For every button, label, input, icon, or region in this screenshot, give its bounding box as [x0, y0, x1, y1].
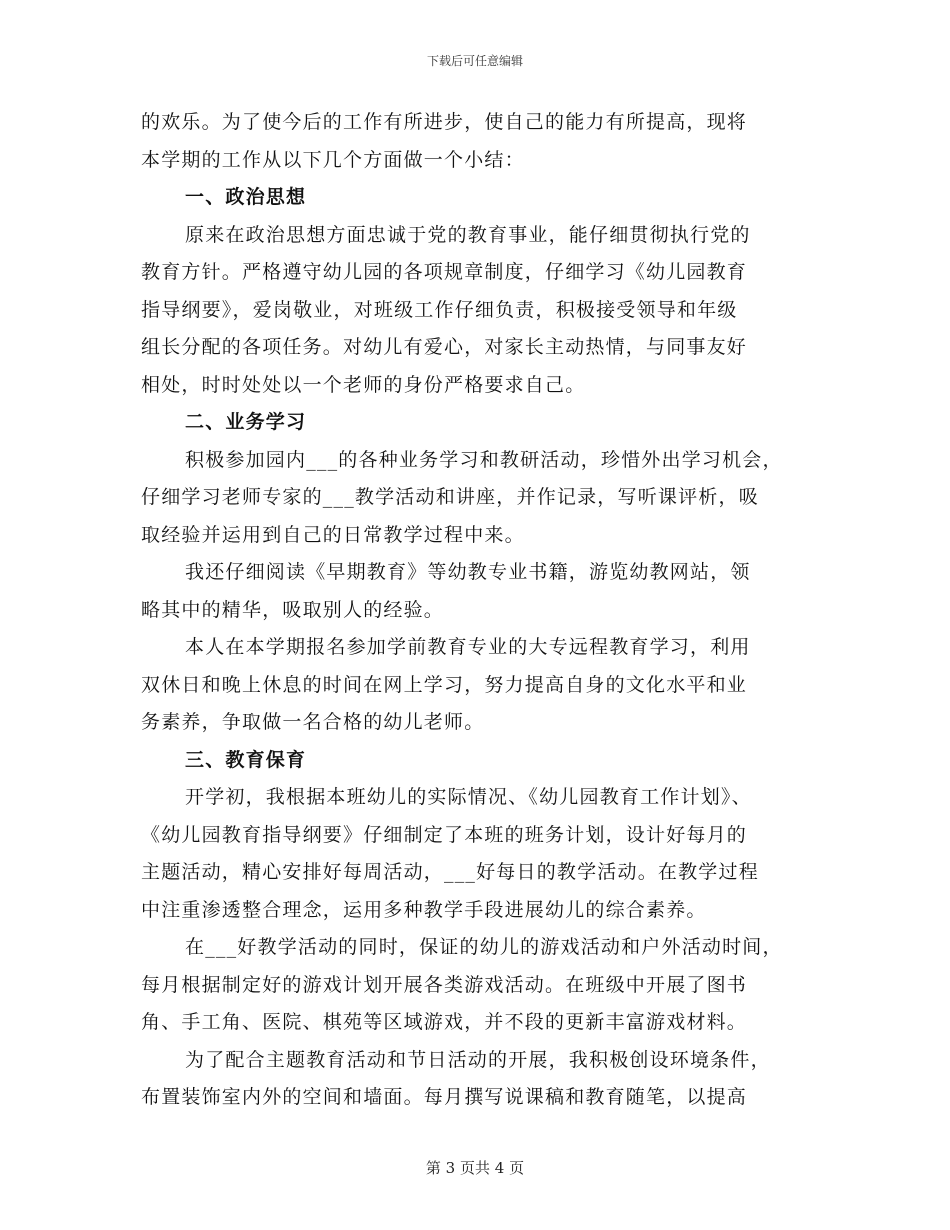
- paragraph-study-3: [141, 629, 831, 742]
- section-heading-education: 三、教育保育: [185, 748, 307, 771]
- paragraph-intro: [141, 104, 831, 179]
- paragraph-education-2: [141, 929, 831, 1042]
- page-footer: 第 3 页共 4 页: [425, 1159, 525, 1177]
- paragraph-education-3: [141, 1042, 831, 1117]
- text-line: 双休日和晚上休息的时间在网上学习，努力提高自身的文化水平和业: [141, 673, 748, 696]
- paragraph-study-1: [141, 442, 831, 555]
- paragraph-politics: [141, 217, 831, 405]
- text-line: 略其中的精华，吸取别人的经验。: [141, 598, 445, 621]
- text-line: 每月根据制定好的游戏计划开展各类游戏活动。在班级中开展了图书: [141, 973, 748, 996]
- document-body: [141, 104, 831, 1117]
- text-line: 主题活动，精心安排好每周活动，___好每日的教学活动。在教学过程: [141, 861, 759, 883]
- text-line: 开学初，我根据本班幼儿的实际情况、《幼儿园教育工作计划》、: [185, 786, 752, 808]
- section-heading-study: 二、业务学习: [185, 411, 307, 433]
- text-line: 本人在本学期报名参加学前教育专业的大专远程教育学习，利用: [185, 636, 751, 658]
- text-line: 仔细学习老师专家的___教学活动和讲座，并作记录，写听课评析，吸: [141, 486, 759, 508]
- text-line: 取经验并运用到自己的日常教学过程中来。: [141, 523, 525, 546]
- text-line: 《幼儿园教育指导纲要》仔细制定了本班的班务计划，设计好每月的: [141, 823, 748, 846]
- text-line: 为了配合主题教育活动和节日活动的开展，我积极创设环境条件，: [185, 1048, 771, 1071]
- text-line: 组长分配的各项任务。对幼儿有爱心，对家长主动热情，与同事友好: [141, 336, 748, 358]
- text-line: 角、手工角、医院、棋苑等区域游戏，并不段的更新丰富游戏材料。: [141, 1011, 748, 1033]
- text-line: 教育方针。严格遵守幼儿园的各项规章制度，仔细学习《幼儿园教育: [141, 261, 748, 283]
- paragraph-education-1: [141, 779, 831, 929]
- text-line: 原来在政治思想方面忠诚于党的教育事业，能仔细贯彻执行党的: [185, 223, 751, 246]
- text-line: 指导纲要》，爱岗敬业，对班级工作仔细负责，积极接受领导和年级: [141, 298, 738, 321]
- text-line: 在___好教学活动的同时，保证的幼儿的游戏活动和户外活动时间，: [185, 936, 783, 958]
- text-line: 本学期的工作从以下几个方面做一个小结：: [141, 148, 525, 171]
- section-heading-politics: 一、政治思想: [185, 186, 307, 208]
- text-line: 积极参加园内___的各种业务学习和教研活动，珍惜外出学习机会，: [185, 448, 783, 471]
- text-line: 务素养，争取做一名合格的幼儿老师。: [141, 711, 485, 733]
- text-line: 相处，时时处处以一个老师的身份严格要求自己。: [141, 373, 586, 396]
- page-header: 下载后可任意编辑: [426, 54, 523, 68]
- text-line: 的欢乐。为了使今后的工作有所进步，使自己的能力有所提高，现将: [141, 111, 748, 133]
- paragraph-study-2: [141, 554, 831, 629]
- text-line: 中注重渗透整合理念，运用多种教学手段进展幼儿的综合素养。: [141, 898, 707, 921]
- text-line: 我还仔细阅读《早期教育》等幼教专业书籍，游览幼教网站，领: [185, 561, 751, 583]
- text-line: 布置装饰室内外的空间和墙面。每月撰写说课稿和教育随笔，以提高: [141, 1086, 748, 1108]
